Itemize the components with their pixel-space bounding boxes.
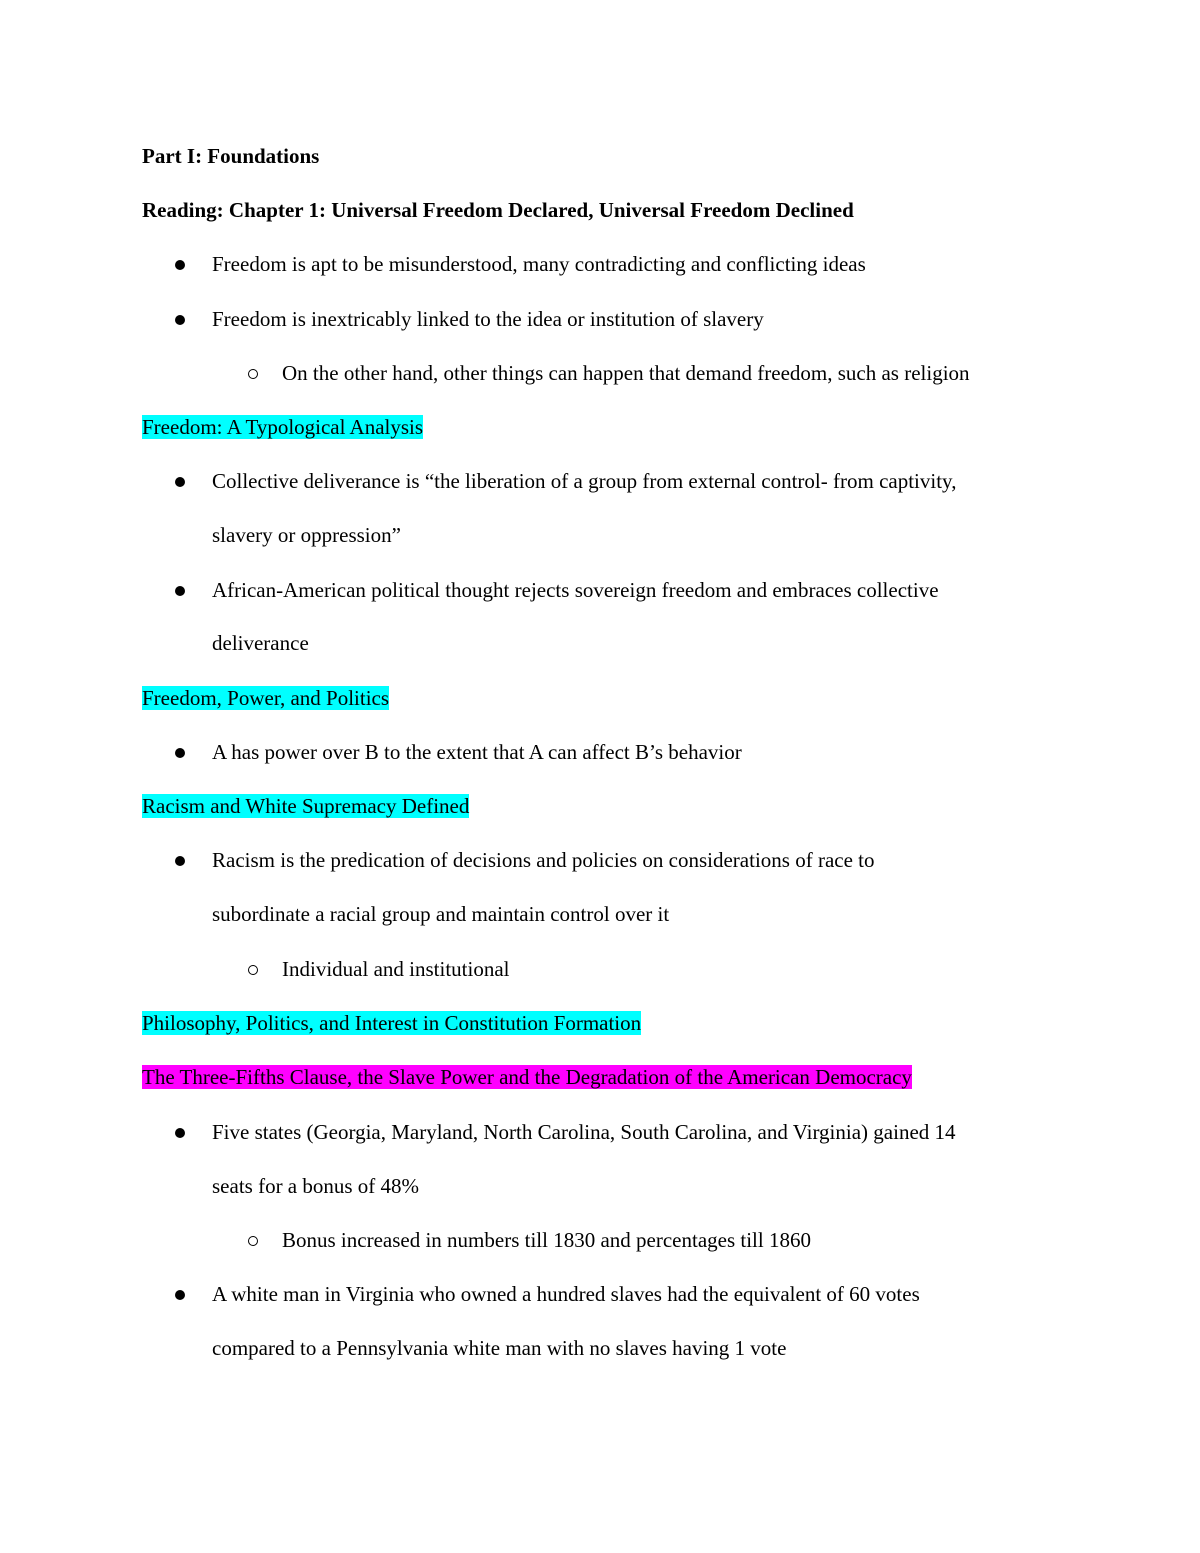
section-heading (142, 413, 423, 441)
section-heading (142, 684, 389, 712)
hollow-bullet-icon (248, 1236, 258, 1246)
bullet-icon (175, 477, 185, 487)
list-item: A has power over B to the extent that A can affect B’s behavior (212, 740, 742, 764)
hollow-bullet-icon (248, 965, 258, 975)
hollow-bullet-icon (248, 369, 258, 379)
list-item-continuation: seats for a bonus of 48% (212, 1174, 420, 1198)
bullet-icon (175, 1290, 185, 1300)
section-heading (142, 1063, 912, 1091)
list-item: African-American political thought rejects sovereign freedom and embraces collective (212, 578, 939, 602)
list-item: Five states (Georgia, Maryland, North Carolina, South Carolina, and Virginia) gained 14 (212, 1120, 956, 1144)
list-item-continuation: subordinate a racial group and maintain control over it (212, 902, 670, 926)
section-heading-text: The Three-Fifths Clause, the Slave Power and the Degradation of the American Democracy (142, 1065, 912, 1089)
sub-list-item: Individual and institutional (282, 957, 510, 981)
reading-heading: Reading: Chapter 1: Universal Freedom Declared, Universal Freedom Declined (142, 198, 854, 222)
section-heading-text: Freedom: A Typological Analysis (142, 415, 424, 439)
sub-list-item: On the other hand, other things can happen that demand freedom, such as religion (282, 361, 970, 385)
bullet-icon (175, 586, 185, 596)
section-heading-text: Philosophy, Politics, and Interest in Constitution Formation (142, 1011, 642, 1035)
bullet-icon (175, 260, 185, 270)
section-heading-text: Racism and White Supremacy Defined (142, 794, 470, 818)
bullet-icon (175, 748, 185, 758)
section-heading-text: Freedom, Power, and Politics (142, 686, 390, 710)
sub-list-item: Bonus increased in numbers till 1830 and percentages till 1860 (282, 1228, 811, 1252)
section-heading (142, 1009, 641, 1037)
list-item-continuation: deliverance (212, 631, 309, 655)
list-item: Collective deliverance is “the liberation of a group from external control- from captivity, (212, 469, 957, 493)
list-item: Freedom is apt to be misunderstood, many contradicting and conflicting ideas (212, 252, 866, 276)
page-title: Part I: Foundations (142, 144, 320, 168)
list-item-continuation: compared to a Pennsylvania white man with no slaves having 1 vote (212, 1336, 787, 1360)
list-item-continuation: slavery or oppression” (212, 523, 401, 547)
bullet-icon (175, 856, 185, 866)
section-heading (142, 792, 469, 820)
list-item: Freedom is inextricably linked to the idea or institution of slavery (212, 307, 764, 331)
list-item: A white man in Virginia who owned a hundred slaves had the equivalent of 60 votes (212, 1282, 920, 1306)
list-item: Racism is the predication of decisions and policies on considerations of race to (212, 848, 875, 872)
bullet-icon (175, 1128, 185, 1138)
bullet-icon (175, 315, 185, 325)
